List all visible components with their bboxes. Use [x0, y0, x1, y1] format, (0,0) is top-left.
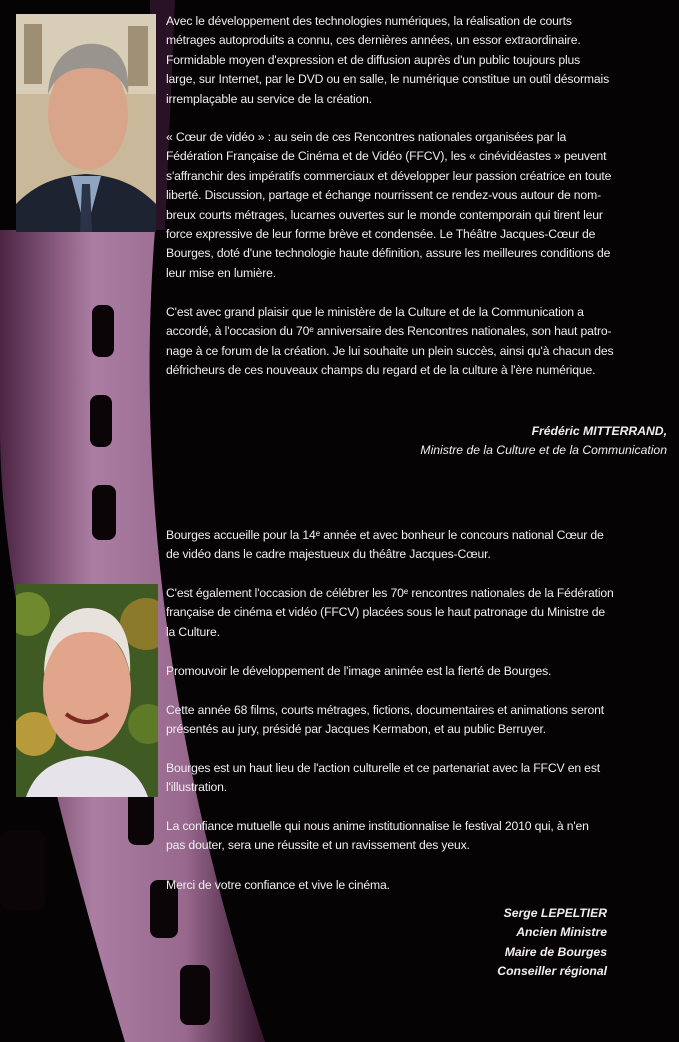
text-line: force expressive de leur forme brève et condensée. Le Théâtre Jacques-Cœur de [166, 227, 596, 242]
portrait-serge-lepeltier [16, 584, 158, 797]
text-line: la Culture. [166, 624, 220, 639]
paragraph-confiance [166, 817, 589, 856]
text-line: de vidéo dans le cadre majestueux du théâtre Jacques-Cœur. [166, 547, 491, 562]
signature-lepeltier [497, 904, 607, 982]
text-line: s'affranchir des impératifs commerciaux et développer leur passion créatrice en toute [166, 168, 612, 183]
text-line: présentés au jury, présidé par Jacques Kermabon, et au public Berruyer. [166, 722, 547, 737]
text-line: Bourges, doté d'une technologie haute définition, assure les meilleures conditions de [166, 246, 611, 261]
paragraph-merci [166, 876, 390, 895]
signature-title: Conseiller régional [497, 964, 607, 979]
text-line: défricheurs de ces nouveaux champs du regard et de la culture à l'ère numérique. [166, 363, 596, 378]
text-line: Bourges est un haut lieu de l'action culturelle et ce partenariat avec la FFCV en est [166, 761, 600, 775]
paragraph-bourges-accueille [166, 526, 604, 565]
paragraph-68-films [166, 701, 604, 740]
text-line: métrages autoproduits a connu, ces dernières années, un essor extraordinaire. [166, 33, 581, 48]
portrait-frederic-mitterrand [16, 14, 156, 232]
paragraph-haut-lieu [166, 759, 600, 798]
paragraph-intro [166, 12, 609, 109]
text-line: breux courts métrages, lucarnes ouvertes sur le monde contemporain qui tirent leur [166, 207, 603, 222]
text-line: Avec le développement des technologies numériques, la réalisation de courts [166, 14, 572, 28]
text-line: irremplaçable au service de la création. [166, 91, 373, 106]
text-line: liberté. Discussion, partage et échange nourrissent ce rendez-vous autour de nom- [166, 188, 601, 203]
paragraph-promouvoir [166, 662, 551, 681]
signature-name: Serge LEPELTIER [503, 906, 607, 920]
text-line: Formidable moyen d'expression et de diffusion auprès d'un public toujours plus [166, 52, 581, 67]
text-line: « Cœur de vidéo » : au sein de ces Rencontres nationales organisées par la [166, 130, 567, 144]
text-line: Cette année 68 films, courts métrages, fictions, documentaires et animations seront [166, 703, 605, 717]
text-line: Promouvoir le développement de l'image animée est la fierté de Bourges. [166, 664, 552, 678]
text-line: C'est avec grand plaisir que le ministère de la Culture et de la Communication a [166, 305, 584, 319]
signature-title: Ministre de la Culture et de la Communication [420, 443, 667, 458]
text-line: l'illustration. [166, 780, 228, 795]
signature-mitterrand [420, 422, 667, 461]
text-line: large, sur Internet, par le DVD ou en salle, le numérique constitue un outil désormais [166, 72, 610, 87]
text-line: française de cinéma et vidéo (FFCV) placées sous le haut patronage du Ministre de [166, 605, 606, 620]
text-line: Fédération Française de Cinéma et de Vidéo (FFCV), les « cinévidéastes » peuvent [166, 149, 607, 164]
signature-title: Ancien Ministre [516, 925, 607, 940]
paragraph-70e-rencontres [166, 584, 614, 642]
text-line: leur mise en lumière. [166, 265, 276, 280]
text-line: Merci de votre confiance et vive le cinéma. [166, 878, 390, 892]
text-line: nage à ce forum de la création. Je lui souhaite un plein succès, ainsi qu'à chacun des [166, 343, 614, 358]
text-line: La confiance mutuelle qui nous anime institutionnalise le festival 2010 qui, à n'en [166, 819, 589, 833]
signature-title: Maire de Bourges [504, 944, 607, 959]
text-line: pas douter, sera une réussite et un ravissement des yeux. [166, 838, 470, 853]
text-line: C'est également l'occasion de célébrer les 70ᵉ rencontres nationales de la Fédération [166, 586, 614, 600]
text-line: accordé, à l'occasion du 70ᵉ anniversaire des Rencontres nationales, son haut patro- [166, 324, 612, 339]
text-line: Bourges accueille pour la 14ᵉ année et avec bonheur le concours national Cœur de [166, 528, 604, 542]
paragraph-ministere [166, 303, 613, 381]
signature-name: Frédéric MITTERRAND, [531, 424, 667, 438]
paragraph-coeur-de-video [166, 128, 611, 283]
